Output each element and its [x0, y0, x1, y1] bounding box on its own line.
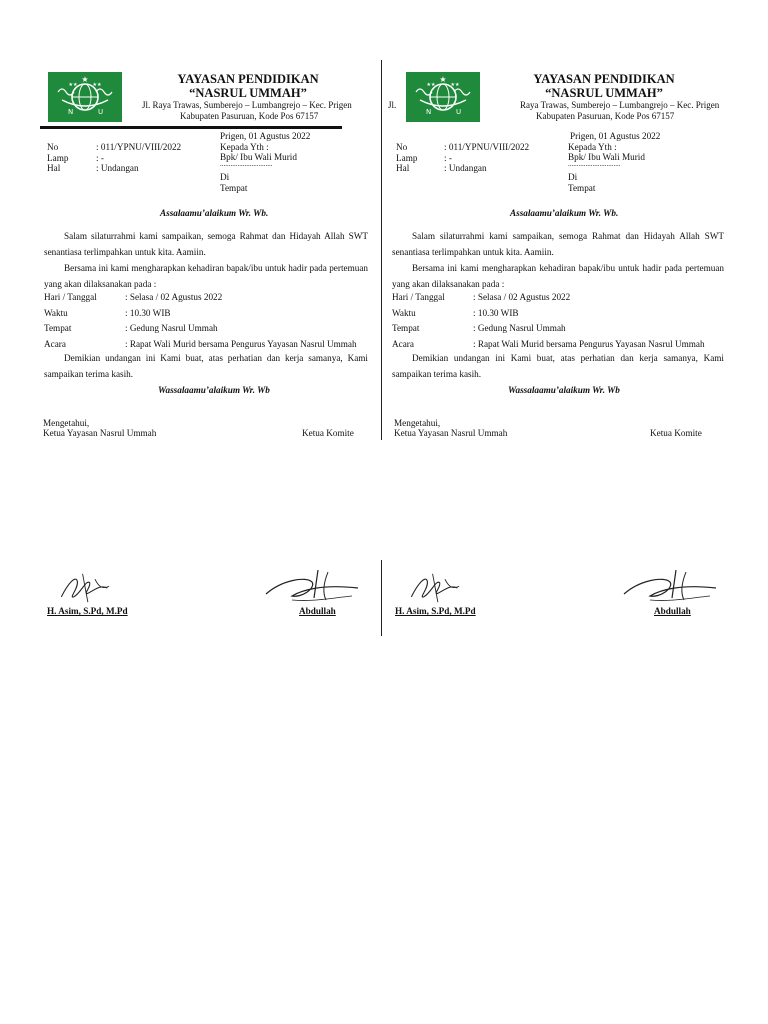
signer-committee: Abdullah	[299, 606, 336, 616]
recipient-tempat: Tempat	[568, 183, 596, 193]
logo-letter-n: N	[426, 108, 432, 116]
address-line-2: Kabupaten Pasuruan, Kode Pos 67157	[180, 111, 319, 121]
org-subname: “NASRUL UMMAH”	[545, 86, 663, 100]
meta-value-no: : 011/YPNU/VIII/2022	[444, 142, 530, 152]
recipient-name: Bpk/ Ibu Wali Murid	[568, 152, 645, 162]
org-name: YAYASAN PENDIDIKAN	[177, 72, 319, 86]
detail-value-time: : 10.30 WIB	[473, 308, 519, 318]
place-date: Prigen, 01 Agustus 2022	[220, 131, 311, 141]
recipient-kepada: Kepada Yth :	[568, 142, 617, 152]
role-committee: Ketua Komite	[302, 428, 354, 438]
detail-label-agenda: Acara	[392, 339, 414, 349]
closing-greeting: Wassalaamu’alaikum Wr. Wb	[158, 385, 270, 395]
meta-value-lamp: : -	[444, 153, 452, 163]
detail-label-place: Tempat	[392, 323, 420, 333]
logo-letter-u: U	[456, 108, 462, 116]
mengetahui-label: Mengetahui,	[394, 418, 441, 428]
closing-greeting: Wassalaamu’alaikum Wr. Wb	[508, 385, 620, 395]
signature-chairman	[56, 570, 118, 606]
detail-value-time: : 10.30 WIB	[125, 308, 171, 318]
recipient-dots: ..............................	[220, 160, 273, 168]
globe-stars-icon	[48, 72, 122, 122]
address-line-1: Raya Trawas, Sumberejo – Lumbangrejo – Kec. Prigen	[520, 100, 720, 110]
globe-stars-icon	[406, 72, 480, 122]
svg-text:★★: ★★	[450, 82, 460, 88]
detail-label-agenda: Acara	[44, 339, 66, 349]
detail-label-date: Hari / Tanggal	[392, 292, 445, 302]
signature-chairman	[406, 570, 468, 606]
role-committee: Ketua Komite	[650, 428, 702, 438]
meta-value-no: : 011/YPNU/VIII/2022	[96, 142, 182, 152]
paragraph-invitation: Bersama ini kami mengharapkan kehadiran bapak/ibu untuk hadir pada pertemuan yang akan dilaksanakan pada :	[44, 263, 368, 289]
svg-text:★★: ★★	[426, 82, 436, 88]
meta-label-hal: Hal	[396, 163, 410, 173]
recipient-kepada: Kepada Yth :	[220, 142, 269, 152]
recipient-di: Di	[220, 172, 230, 182]
detail-value-place: : Gedung Nasrul Ummah	[125, 323, 218, 333]
org-name: YAYASAN PENDIDIKAN	[533, 72, 675, 86]
detail-value-agenda: : Rapat Wali Murid bersama Pengurus Yayasan Nasrul Ummah	[125, 339, 357, 349]
recipient-di: Di	[568, 172, 578, 182]
signature-committee	[620, 568, 720, 608]
meta-label-no: No	[396, 142, 408, 152]
meta-value-hal: : Undangan	[96, 163, 139, 173]
svg-text:★★: ★★	[68, 82, 78, 88]
greeting: Assalaamu’alaikum Wr. Wb.	[510, 208, 619, 218]
svg-text:★: ★	[81, 75, 89, 84]
paragraph-closing: Demikian undangan ini Kami buat, atas perhatian dan kerja samanya, Kami sampaikan terima kasih.	[392, 353, 724, 379]
signer-chairman: H. Asim, S.Pd, M.Pd	[395, 606, 476, 616]
detail-label-place: Tempat	[44, 323, 72, 333]
mengetahui-label: Mengetahui,	[43, 418, 90, 428]
detail-value-place: : Gedung Nasrul Ummah	[473, 323, 566, 333]
meta-value-lamp: : -	[96, 153, 104, 163]
meta-label-lamp: Lamp	[396, 153, 418, 163]
nu-logo	[406, 72, 480, 122]
detail-value-date: : Selasa / 02 Agustus 2022	[125, 292, 223, 302]
logo-letter-n: N	[68, 108, 74, 116]
greeting: Assalaamu’alaikum Wr. Wb.	[160, 208, 269, 218]
meta-label-no: No	[47, 142, 59, 152]
logo-letter-u: U	[98, 108, 104, 116]
nu-logo	[48, 72, 122, 122]
org-subname: “NASRUL UMMAH”	[189, 86, 307, 100]
recipient-name: Bpk/ Ibu Wali Murid	[220, 152, 297, 162]
meta-label-hal: Hal	[47, 163, 61, 173]
detail-label-time: Waktu	[44, 308, 68, 318]
svg-text:★: ★	[439, 75, 447, 84]
paragraph-opening: Salam silaturrahmi kami sampaikan, semoga Rahmat dan Hidayah Allah SWT senantiasa terlimpahkan untuk kita. Aamiin.	[392, 231, 724, 257]
paragraph-invitation: Bersama ini kami mengharapkan kehadiran bapak/ibu untuk hadir pada pertemuan yang akan dilaksanakan pada :	[392, 263, 724, 289]
svg-text:★★: ★★	[92, 82, 102, 88]
address-line-1: Jl. Raya Trawas, Sumberejo – Lumbangrejo – Kec. Prigen	[142, 100, 352, 110]
detail-value-date: : Selasa / 02 Agustus 2022	[473, 292, 571, 302]
invitation-letter-right	[384, 0, 768, 650]
detail-value-agenda: : Rapat Wali Murid bersama Pengurus Yayasan Nasrul Ummah	[473, 339, 705, 349]
signer-committee: Abdullah	[654, 606, 691, 616]
meta-label-lamp: Lamp	[47, 153, 69, 163]
paragraph-closing: Demikian undangan ini Kami buat, atas perhatian dan kerja samanya, Kami sampaikan terima kasih.	[44, 353, 368, 379]
signature-committee	[262, 568, 362, 608]
invitation-letter-left	[0, 0, 384, 650]
address-prefix: Jl.	[388, 100, 397, 110]
letterhead-rule	[40, 126, 342, 129]
place-date: Prigen, 01 Agustus 2022	[570, 131, 661, 141]
role-chairman: Ketua Yayasan Nasrul Ummah	[43, 428, 157, 438]
signer-chairman: H. Asim, S.Pd, M.Pd	[47, 606, 128, 616]
role-chairman: Ketua Yayasan Nasrul Ummah	[394, 428, 508, 438]
address-line-2: Kabupaten Pasuruan, Kode Pos 67157	[536, 111, 675, 121]
paragraph-opening: Salam silaturrahmi kami sampaikan, semoga Rahmat dan Hidayah Allah SWT senantiasa terlimpahkan untuk kita. Aamiin.	[44, 231, 368, 257]
meta-value-hal: : Undangan	[444, 163, 487, 173]
detail-label-time: Waktu	[392, 308, 416, 318]
recipient-tempat: Tempat	[220, 183, 248, 193]
recipient-dots: ..............................	[568, 160, 621, 168]
detail-label-date: Hari / Tanggal	[44, 292, 97, 302]
